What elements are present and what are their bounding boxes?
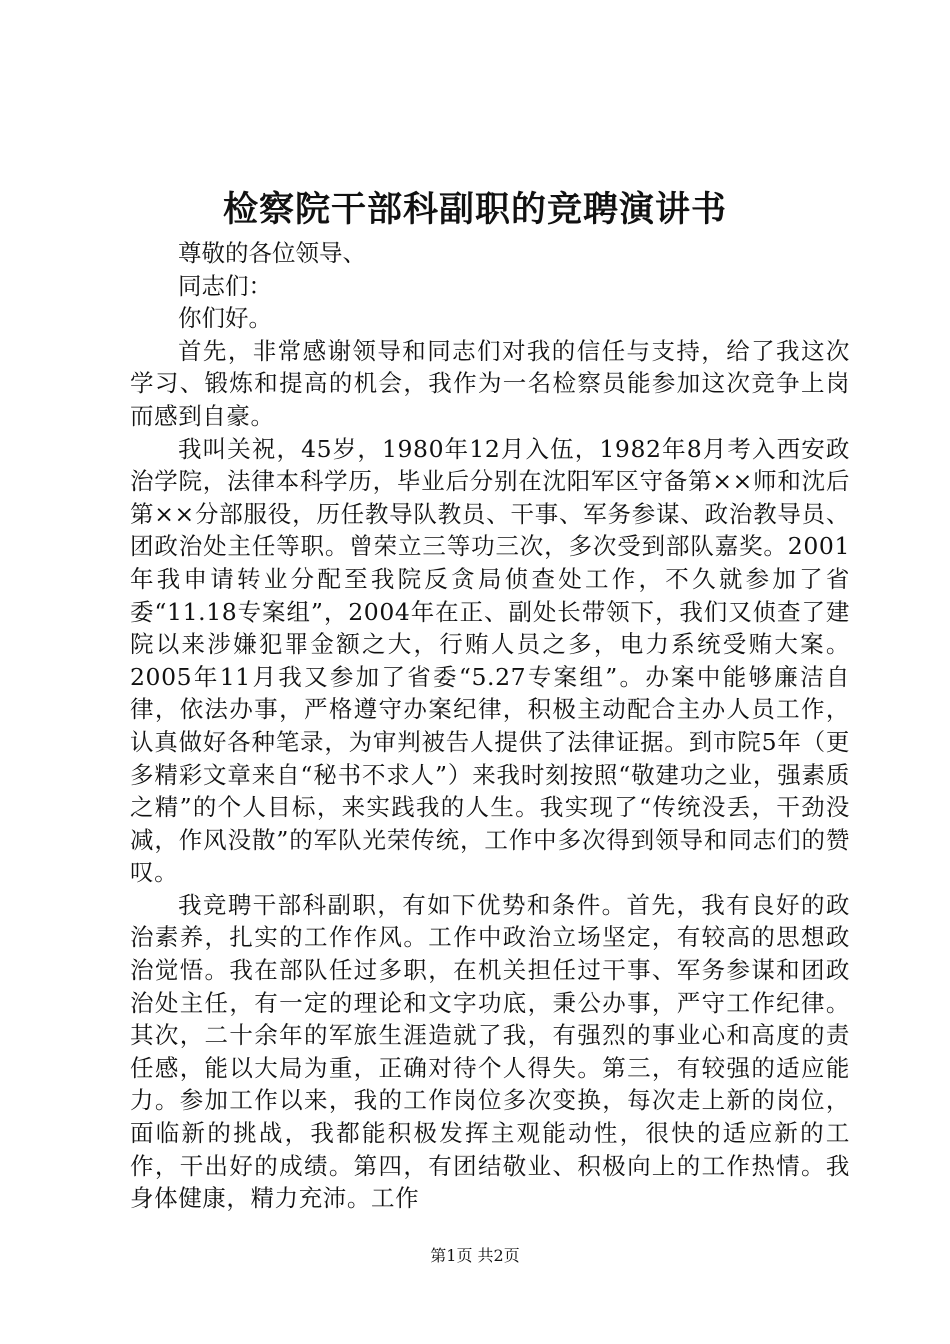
page-footer: 第1页 共2页 (430, 1246, 520, 1265)
greeting-line: 尊敬的各位领导、 (178, 239, 366, 267)
body-paragraph: 首先，非常感谢领导和同志们对我的信任与支持，给了我这次学习、锻炼和提高的机会，我作为一名检察员能参加这次竞争上岗而感到自豪。 (130, 336, 850, 430)
document-body (130, 237, 850, 1215)
document-title: 检察院干部科副职的竞聘演讲书 (222, 189, 727, 230)
body-paragraph: 我叫关祝，45岁，1980年12月入伍，1982年8月考入西安政治学院，法律本科学历，毕业后分别在沈阳军区守备第××师和沈后第××分部服役，历任教导队教员、干事、军务参谋、政治教导员、团政治处主任等职。曾荣立三等功三次，多次受到部队嘉奖。2001年我申请转业分配至我院反贪局侦查处工作，不久就参加了省委“11.18专案组”，2004年在正、副处长带领下，我们又侦查了建院以来涉嫌犯罪金额之大，行贿人员之多，电力系统受贿大案。2005年11月我又参加了省委“5.27专案组”。办案中能够廉洁自律，依法办事，严格遵守办案纪律，积极主动配合主办人员工作，认真做好各种笔录，为审判被告人提供了法律证据。到市院5年（更多精彩文章来自“秘书不求人”）来我时刻按照“敬建功之业，强素质之精”的个人目标，来实践我的人生。我实现了“传统没丢，干劲没减，作风没散”的军队光荣传统，工作中多次得到领导和同志们的赞叹。 (130, 434, 850, 887)
body-paragraph: 我竞聘干部科副职，有如下优势和条件。首先，我有良好的政治素养，扎实的工作作风。工作中政治立场坚定，有较高的思想政治觉悟。我在部队任过多职，在机关担任过干事、军务参谋和团政治处主任，有一定的理论和文字功底，秉公办事，严守工作纪律。其次，二十余年的军旅生涯造就了我，有强烈的事业心和高度的责任感，能以大局为重，正确对待个人得失。第三，有较强的适应能力。参加工作以来，我的工作岗位多次变换，每次走上新的岗位，面临新的挑战，我都能积极发挥主观能动性，很快的适应新的工作，干出好的成绩。第四，有团结敬业、积极向上的工作热情。我身体健康，精力充沛。工作 (130, 890, 850, 1213)
greeting-line: 你们好。 (178, 304, 272, 333)
greeting-line: 同志们： (178, 271, 272, 300)
